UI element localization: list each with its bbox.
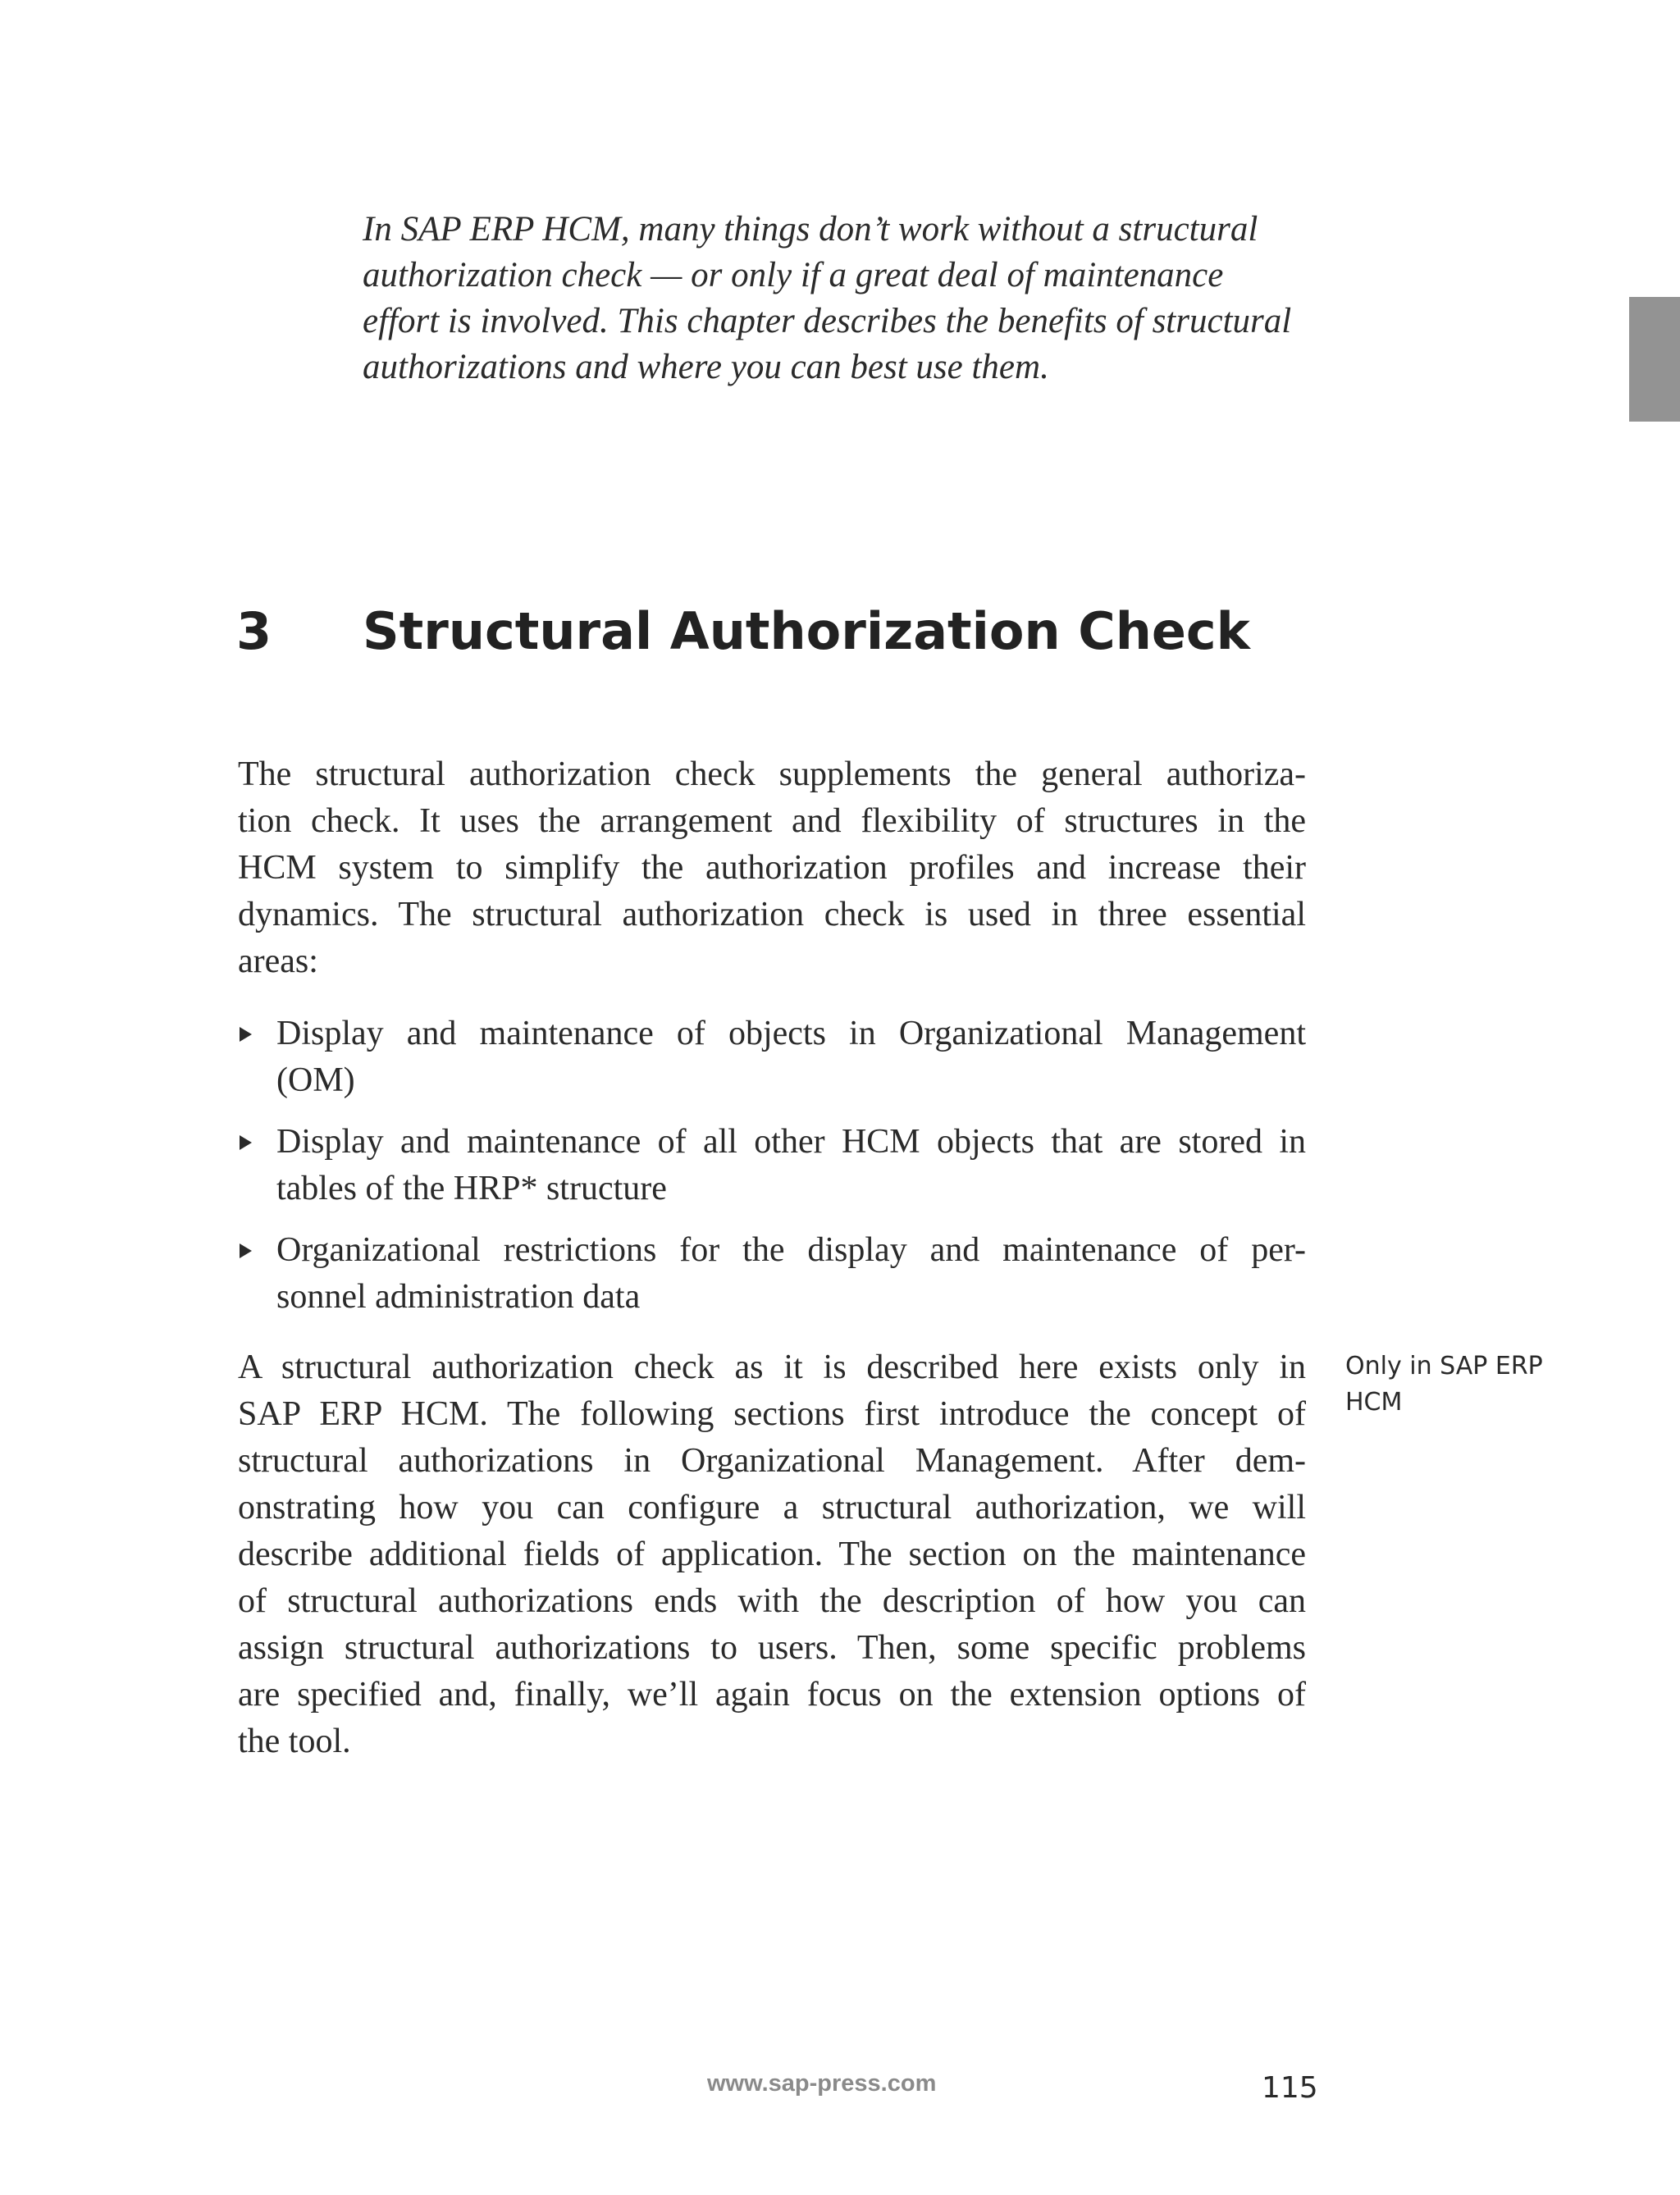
intro-line: effort is involved. This chapter describes the benefits of structural [363, 302, 1292, 340]
paragraph-line: describe additional fields of application. The section on the maintenance [238, 1536, 1306, 1573]
paragraph-line: structural authorizations in Organizational Management. After dem- [238, 1442, 1306, 1480]
intro-line: In SAP ERP HCM, many things don’t work without a structural [363, 210, 1258, 249]
paragraph-line: are specified and, finally, we’ll again focus on the extension options of [238, 1676, 1306, 1714]
chapter-title: Structural Authorization Check [363, 601, 1250, 661]
paragraph-line: SAP ERP HCM. The following sections first introduce the concept of [238, 1395, 1306, 1433]
bullet-line: tables of the HRP* structure [276, 1170, 667, 1207]
bullet-line: Display and maintenance of all other HCM objects that are stored in [276, 1123, 1306, 1161]
paragraph-line: areas: [238, 942, 318, 980]
chapter-intro [363, 207, 1314, 390]
paragraph-line: The structural authorization check supplements the general authoriza- [238, 755, 1306, 793]
paragraph-line: the tool. [238, 1723, 351, 1760]
paragraph-line: tion check. It uses the arrangement and flexibility of structures in the [238, 802, 1306, 840]
bullet-item [238, 1119, 1306, 1212]
triangle-bullet-icon [240, 1135, 252, 1150]
intro-line: authorizations and where you can best use them. [363, 348, 1049, 386]
footer-url: www.sap-press.com [707, 2070, 937, 2097]
paragraph-line: onstrating how you can configure a structural authorization, we will [238, 1489, 1306, 1526]
paragraph-line: of structural authorizations ends with the description of how you can [238, 1582, 1306, 1620]
chapter-number: 3 [236, 601, 272, 661]
paragraph-line: A structural authorization check as it is described here exists only in [238, 1348, 1306, 1386]
triangle-bullet-icon [240, 1244, 252, 1258]
margin-note-line: Only in SAP ERP [1345, 1352, 1543, 1380]
bullet-line: Display and maintenance of objects in Organizational Management [276, 1015, 1306, 1052]
paragraph-line: dynamics. The structural authorization check is used in three essential [238, 896, 1306, 933]
bullet-line: sonnel administration data [276, 1278, 641, 1316]
bullet-line: (OM) [276, 1061, 355, 1099]
triangle-bullet-icon [240, 1027, 252, 1042]
paragraph-line: HCM system to simplify the authorization profiles and increase their [238, 849, 1306, 887]
paragraph-line: assign structural authorizations to users. Then, some specific problems [238, 1629, 1306, 1667]
paragraph-1 [238, 751, 1306, 985]
intro-line: authorization check — or only if a great deal of maintenance [363, 256, 1224, 294]
bullet-line: Organizational restrictions for the display and maintenance of per- [276, 1231, 1306, 1269]
chapter-thumb-tab [1629, 297, 1680, 422]
bullet-item [238, 1011, 1306, 1104]
margin-note [1345, 1348, 1575, 1421]
bullet-item [238, 1227, 1306, 1321]
page-number: 115 [1262, 2071, 1318, 2105]
paragraph-2 [238, 1344, 1306, 1765]
bullet-list [238, 1011, 1306, 1335]
chapter-heading [236, 599, 1250, 664]
margin-note-line: HCM [1345, 1388, 1403, 1417]
